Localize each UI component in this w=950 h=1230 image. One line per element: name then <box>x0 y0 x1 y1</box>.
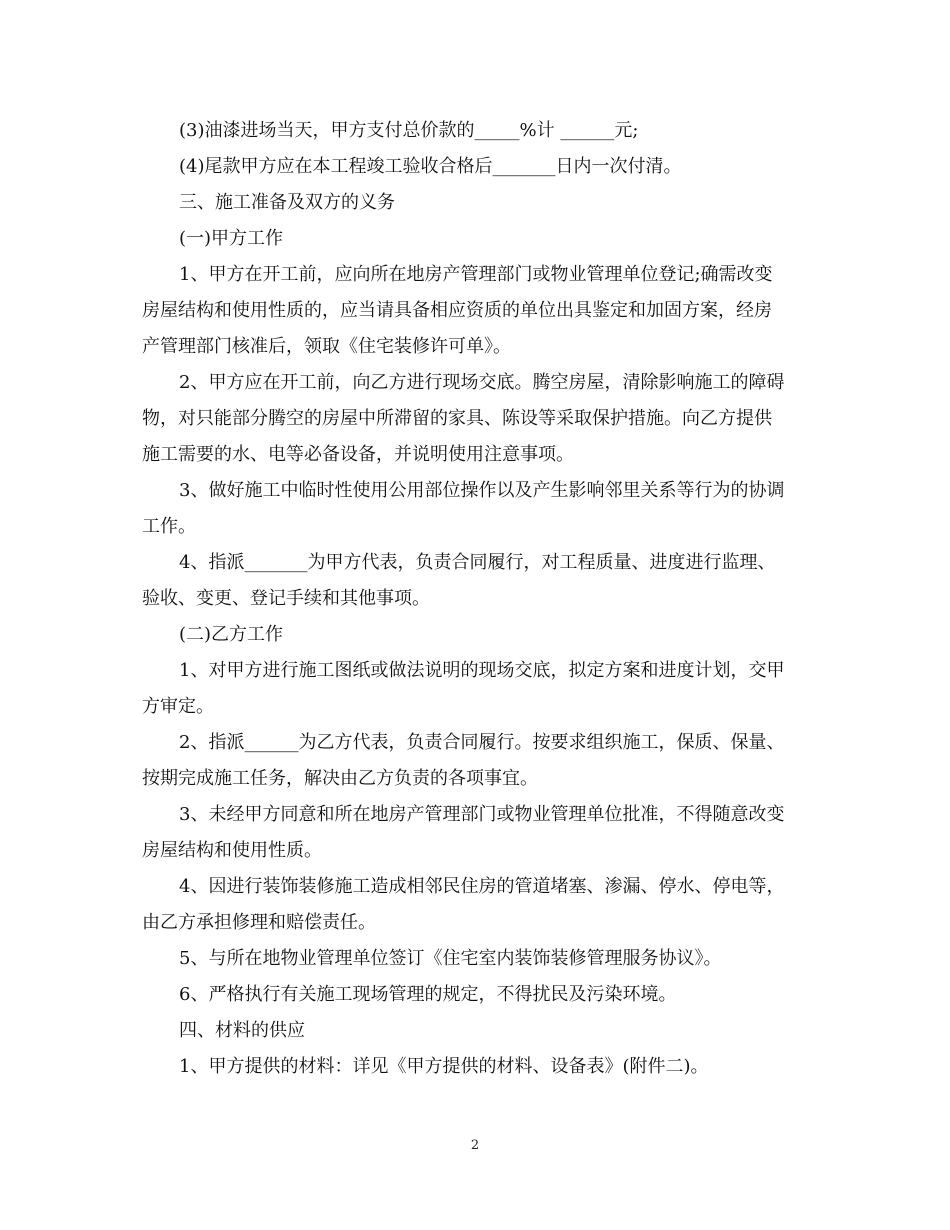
page-number: 2 <box>470 1138 480 1153</box>
paragraph-line: 6、严格执行有关施工现场管理的规定，不得扰民及污染环境。 <box>179 984 677 1005</box>
paragraph-line: 房屋结构和使用性质的，应当请具备相应资质的单位出具鉴定和加固方案，经房 <box>142 300 772 321</box>
subsection-heading: (一)甲方工作 <box>179 228 284 249</box>
paragraph-line: 1、甲方提供的材料：详见《甲方提供的材料、设备表》(附件二)。 <box>179 1056 709 1077</box>
paragraph-line: 产管理部门核准后，领取《住宅装修许可单》。 <box>142 336 511 357</box>
paragraph-line: 按期完成施工任务，解决由乙方负责的各项事宜。 <box>142 768 538 789</box>
section-heading: 四、材料的供应 <box>179 1020 305 1041</box>
paragraph-line: 房屋结构和使用性质。 <box>142 840 322 861</box>
paragraph-line: 物，对只能部分腾空的房屋中所滞留的家具、陈设等采取保护措施。向乙方提供 <box>142 408 772 429</box>
paragraph-line: 工作。 <box>142 516 196 537</box>
paragraph-line: 2、指派______为乙方代表，负责合同履行。按要求组织施工，保质、保量、 <box>179 732 785 753</box>
paragraph-line: (3)油漆进场当天，甲方支付总价款的_____%计 ______元; <box>179 120 639 141</box>
paragraph-line: 1、对甲方进行施工图纸或做法说明的现场交底，拟定方案和进度计划，交甲 <box>179 660 785 681</box>
paragraph-line: 1、甲方在开工前，应向所在地房产管理部门或物业管理单位登记;确需改变 <box>179 264 773 285</box>
subsection-heading: (二)乙方工作 <box>179 624 284 645</box>
paragraph-line: 4、因进行装饰装修施工造成相邻民住房的管道堵塞、渗漏、停水、停电等， <box>179 876 785 897</box>
paragraph-line: 由乙方承担修理和赔偿责任。 <box>142 912 376 933</box>
paragraph-line: 施工需要的水、电等必备设备，并说明使用注意事项。 <box>142 444 574 465</box>
paragraph-line: 方审定。 <box>142 696 214 717</box>
paragraph-line: 3、做好施工中临时性使用公用部位操作以及产生影响邻里关系等行为的协调 <box>179 480 785 501</box>
paragraph-line: 5、与所在地物业管理单位签订《住宅室内装饰装修管理服务协议》。 <box>179 948 722 969</box>
paragraph-line: 验收、变更、登记手续和其他事项。 <box>142 588 430 609</box>
document-body <box>142 113 810 1085</box>
paragraph-line: 3、未经甲方同意和所在地房产管理部门或物业管理单位批准，不得随意改变 <box>179 804 785 825</box>
paragraph-line: 2、甲方应在开工前，向乙方进行现场交底。腾空房屋，清除影响施工的障碍 <box>179 372 785 393</box>
paragraph-line: 4、指派_______为甲方代表，负责合同履行，对工程质量、进度进行监理、 <box>179 552 776 573</box>
section-heading: 三、施工准备及双方的义务 <box>179 192 395 213</box>
paragraph-line: (4)尾款甲方应在本工程竣工验收合格后_______日内一次付清。 <box>179 156 682 177</box>
